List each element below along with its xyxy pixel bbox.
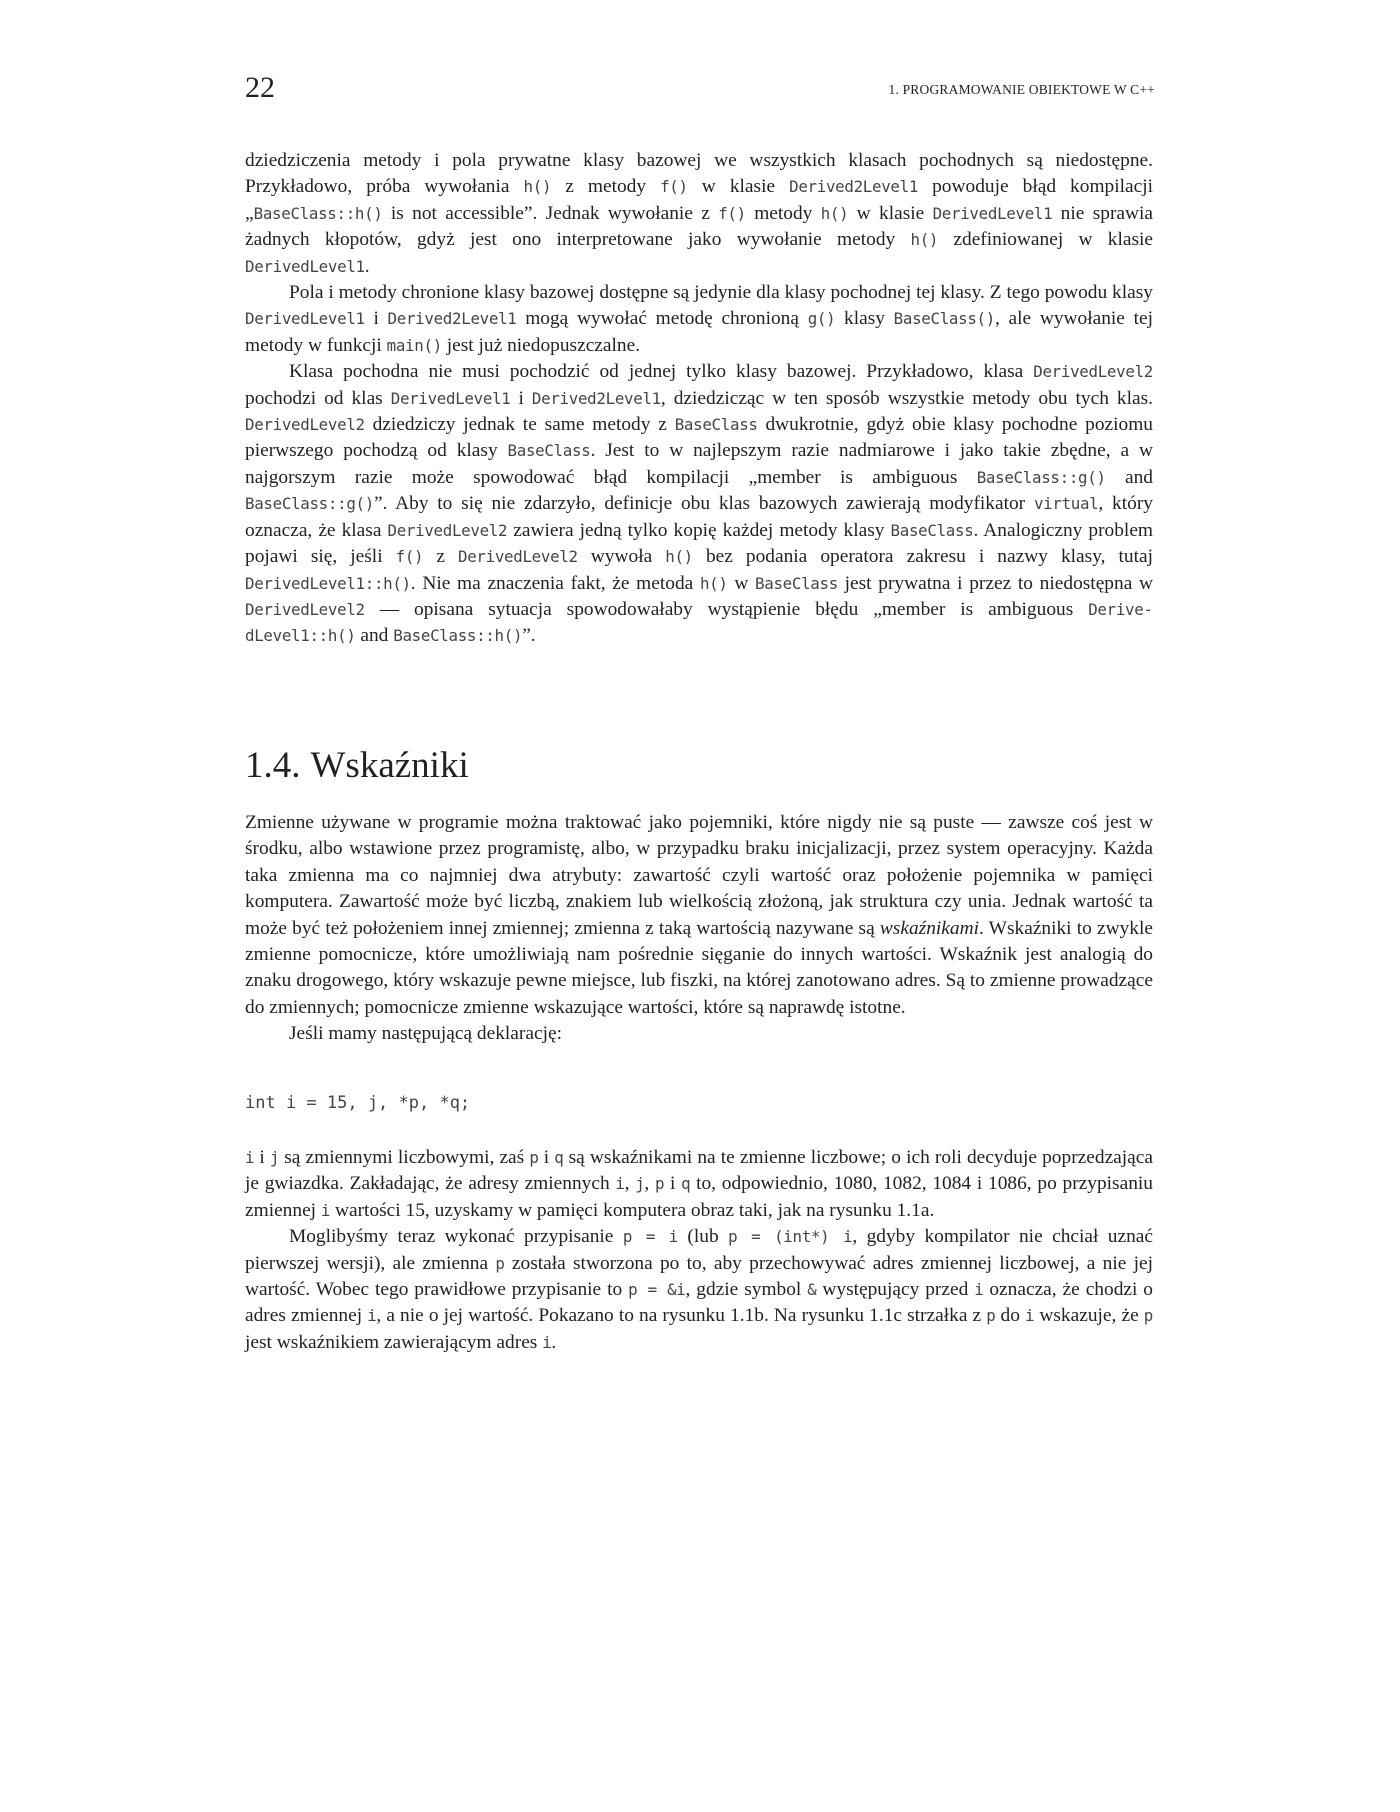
inline-code: DerivedLevel1::h()	[245, 573, 411, 593]
inline-code: h()	[910, 230, 939, 250]
inline-code: h()	[820, 203, 849, 223]
paragraph: Moglibyśmy teraz wykonać przypisanie p = i (lub p = (int*) i, gdyby kompilator nie chciał uznać pierwszej wersji), ale zmienna p została stworzona po to, aby przechowywać adres zmiennej liczbowej, a nie jej wartość. Wobec tego prawidłowe przypisanie to p = &i, gdzie symbol & występujący przed i oznacza, że chodzi o adres zmiennej i, a nie o jej wartość. Pokazano to na rysunku 1.1b. Na rysunku 1.1c strzałka z p do i wskazuje, że p jest wskaźnikiem zawierającym adres i.	[245, 1226, 1154, 1353]
inline-code: j	[635, 1174, 645, 1194]
inline-code: BaseClass::h()	[253, 203, 383, 223]
section-title: Wskaźniki	[310, 745, 469, 786]
inline-code: DerivedLevel1	[245, 256, 365, 276]
inline-code: q	[554, 1148, 564, 1167]
inline-code: h()	[699, 573, 728, 593]
inline-code: h()	[523, 177, 552, 197]
inline-code: p	[986, 1306, 996, 1326]
text-block-pointers	[245, 1145, 1153, 1356]
inline-code: BaseClass	[507, 441, 591, 461]
section-number: 1.4.	[245, 745, 301, 786]
inline-code: j	[269, 1148, 280, 1167]
inline-code: BaseClass::g()	[976, 467, 1106, 487]
paragraph: dziedziczenia metody i pola prywatne klasy bazowej we wszystkich klasach pochodnych są niedostępne. Przykładowo, próba wywołania h() z metody f() w klasie Derived2Level1 powoduje błąd kompilacji „BaseClass::h() is not accessible”. Jednak wywołanie z f() metody h() w klasie DerivedLevel1 nie sprawia żadnych kłopotów, gdyż jest ono interpretowane jako wywołanie metody h() zdefiniowanej w klasie DerivedLevel1.	[245, 150, 1154, 277]
inline-code: BaseClass::h()	[393, 626, 523, 646]
inline-code: DerivedLevel1	[390, 388, 511, 408]
text-block-section	[245, 810, 1153, 1048]
paragraph: Pola i metody chronione klasy bazowej dostępne są jedynie dla klasy pochodnej tej klasy. Z tego powodu klasy DerivedLevel1 i Derived2Level1 mogą wywołać metodę chronioną g() klasy BaseClass(), ale wywołanie tej metody w funkcji main() jest już niedopuszczalne.	[245, 282, 1153, 356]
inline-code: DerivedLevel1	[932, 203, 1053, 223]
inline-code: i	[245, 1148, 255, 1167]
inline-code: i	[367, 1306, 377, 1326]
inline-code: i	[1025, 1306, 1035, 1326]
inline-code: &	[807, 1280, 817, 1300]
inline-code: f()	[718, 203, 746, 223]
inline-code: p	[1143, 1306, 1153, 1326]
running-head: 1. PROGRAMOWANIE OBIEKTOWE W C++	[888, 82, 1155, 97]
inline-code: Derived2Level1	[789, 177, 919, 197]
inline-code: i	[320, 1200, 331, 1220]
inline-code: BaseClass::g()	[245, 494, 374, 514]
inline-code: Derived2Level1	[387, 309, 517, 329]
inline-code: main()	[386, 335, 442, 355]
inline-code: f()	[395, 547, 424, 567]
text-block-intro	[245, 148, 1153, 650]
inline-code: p = &i	[628, 1280, 686, 1300]
inline-code: DerivedLevel2	[245, 415, 365, 435]
inline-code: BaseClass	[755, 573, 838, 593]
inline-code: DerivedLevel2	[458, 547, 578, 567]
inline-code: p	[495, 1253, 505, 1273]
inline-code: DerivedLevel2	[1033, 362, 1153, 382]
inline-code: DerivedLevel2	[245, 599, 365, 619]
paragraph: Jeśli mamy następującą deklarację:	[289, 1023, 562, 1045]
section-heading	[245, 744, 469, 788]
inline-code: i	[615, 1174, 625, 1194]
paragraph: Klasa pochodna nie musi pochodzić od jednej tylko klasy bazowej. Przykładowo, klasa DerivedLevel2 pochodzi od klas DerivedLevel1 i Derived2Level1, dziedzicząc w ten sposób wszystkie metody obu tych klas. DerivedLevel2 dziedziczy jednak te same metody z BaseClass dwukrotnie, gdyż obie klasy pochodne poziomu pierwszego pochodzą od klasy BaseClass. Jest to w najlepszym razie nadmiarowe i jako takie zbędne, a w najgorszym razie może spowodować błąd kompilacji „member is ambiguous BaseClass::g() and BaseClass::g()”. Aby to się nie zdarzyło, definicje obu klas bazowych zawierają modyfikator virtual, który oznacza, że klasa DerivedLevel2 zawiera jedną tylko kopię każdej metody klasy BaseClass. Analogiczny problem pojawi się, jeśli f() z DerivedLevel2 wywoła h() bez podania operatora zakresu i nazwy klasy, tutaj DerivedLevel1::h(). Nie ma znaczenia fakt, że metoda h() w BaseClass jest prywatna i przez to niedostępna w DerivedLevel2 — opisana sytuacja spowodowałaby wystąpienie błędu „member is ambiguous DerivedLevel1::h() and BaseClass::h()”.	[245, 361, 1154, 647]
inline-code: i	[974, 1280, 984, 1300]
paragraph: Zmienne używane w programie można traktować jako pojemniki, które nigdy nie są puste — zawsze coś jest w środku, albo wstawione przez programistę, albo, w przypadku braku inicjalizacji, przez system operacyjny. Każda taka zmienna ma co najmniej dwa atrybuty: zawartość czyli wartość oraz położenie pojemnika w pamięci komputera. Zawartość może być liczbą, znakiem lub wielkością złożoną, jak struktura czy unia. Jednak wartość ta może być też położeniem innej zmiennej; zmienna z taką wartością nazywane są wskaźnikami. Wskaźniki to zwykle zmienne pomocnicze, które umożliwiają nam pośrednie sięganie do innych wartości. Wskaźnik jest analogią do znaku drogowego, który wskazuje pewne miejsce, lub fiszki, na której zanotowano adres. Są to zmienne prowadzące do zmiennych; pomocnicze zmienne wskazujące wartości, które są naprawdę istotne.	[245, 812, 1153, 1018]
code-declaration: int i = 15, j, *p, *q;	[245, 1093, 471, 1113]
inline-code: g()	[807, 309, 836, 329]
inline-code: p = i	[622, 1227, 679, 1247]
inline-code: h()	[665, 547, 693, 567]
inline-code: DerivedLevel1::h()	[245, 599, 1153, 646]
inline-code: p	[529, 1148, 539, 1167]
emphasis: wskaźnikami	[879, 917, 979, 939]
inline-code: p = (int*) i	[728, 1227, 853, 1247]
inline-code: BaseClass	[890, 520, 974, 540]
inline-code: BaseClass	[674, 415, 758, 435]
inline-code: f()	[660, 177, 688, 197]
inline-code: p	[655, 1174, 665, 1194]
paragraph: i i j są zmiennymi liczbowymi, zaś p i q są wskaźnikami na te zmienne liczbowe; o ich roli decyduje poprzedzająca je gwiazdka. Zakładając, że adresy zmiennych i, j, p i q to, odpowiednio, 1080, 1082, 1084 i 1086, po przypisaniu zmiennej i wartości 15, uzyskamy w pamięci komputera obraz taki, jak na rysunku 1.1a.	[245, 1147, 1153, 1221]
inline-code: BaseClass()	[893, 309, 995, 329]
inline-code: DerivedLevel1	[245, 309, 365, 329]
inline-code: DerivedLevel2	[387, 520, 508, 540]
page-number: 22	[245, 71, 275, 104]
inline-code: q	[681, 1174, 691, 1194]
inline-code: Derived2Level1	[531, 388, 661, 408]
inline-code: virtual	[1033, 494, 1099, 514]
inline-code: i	[542, 1332, 552, 1352]
page-header	[245, 70, 1155, 110]
